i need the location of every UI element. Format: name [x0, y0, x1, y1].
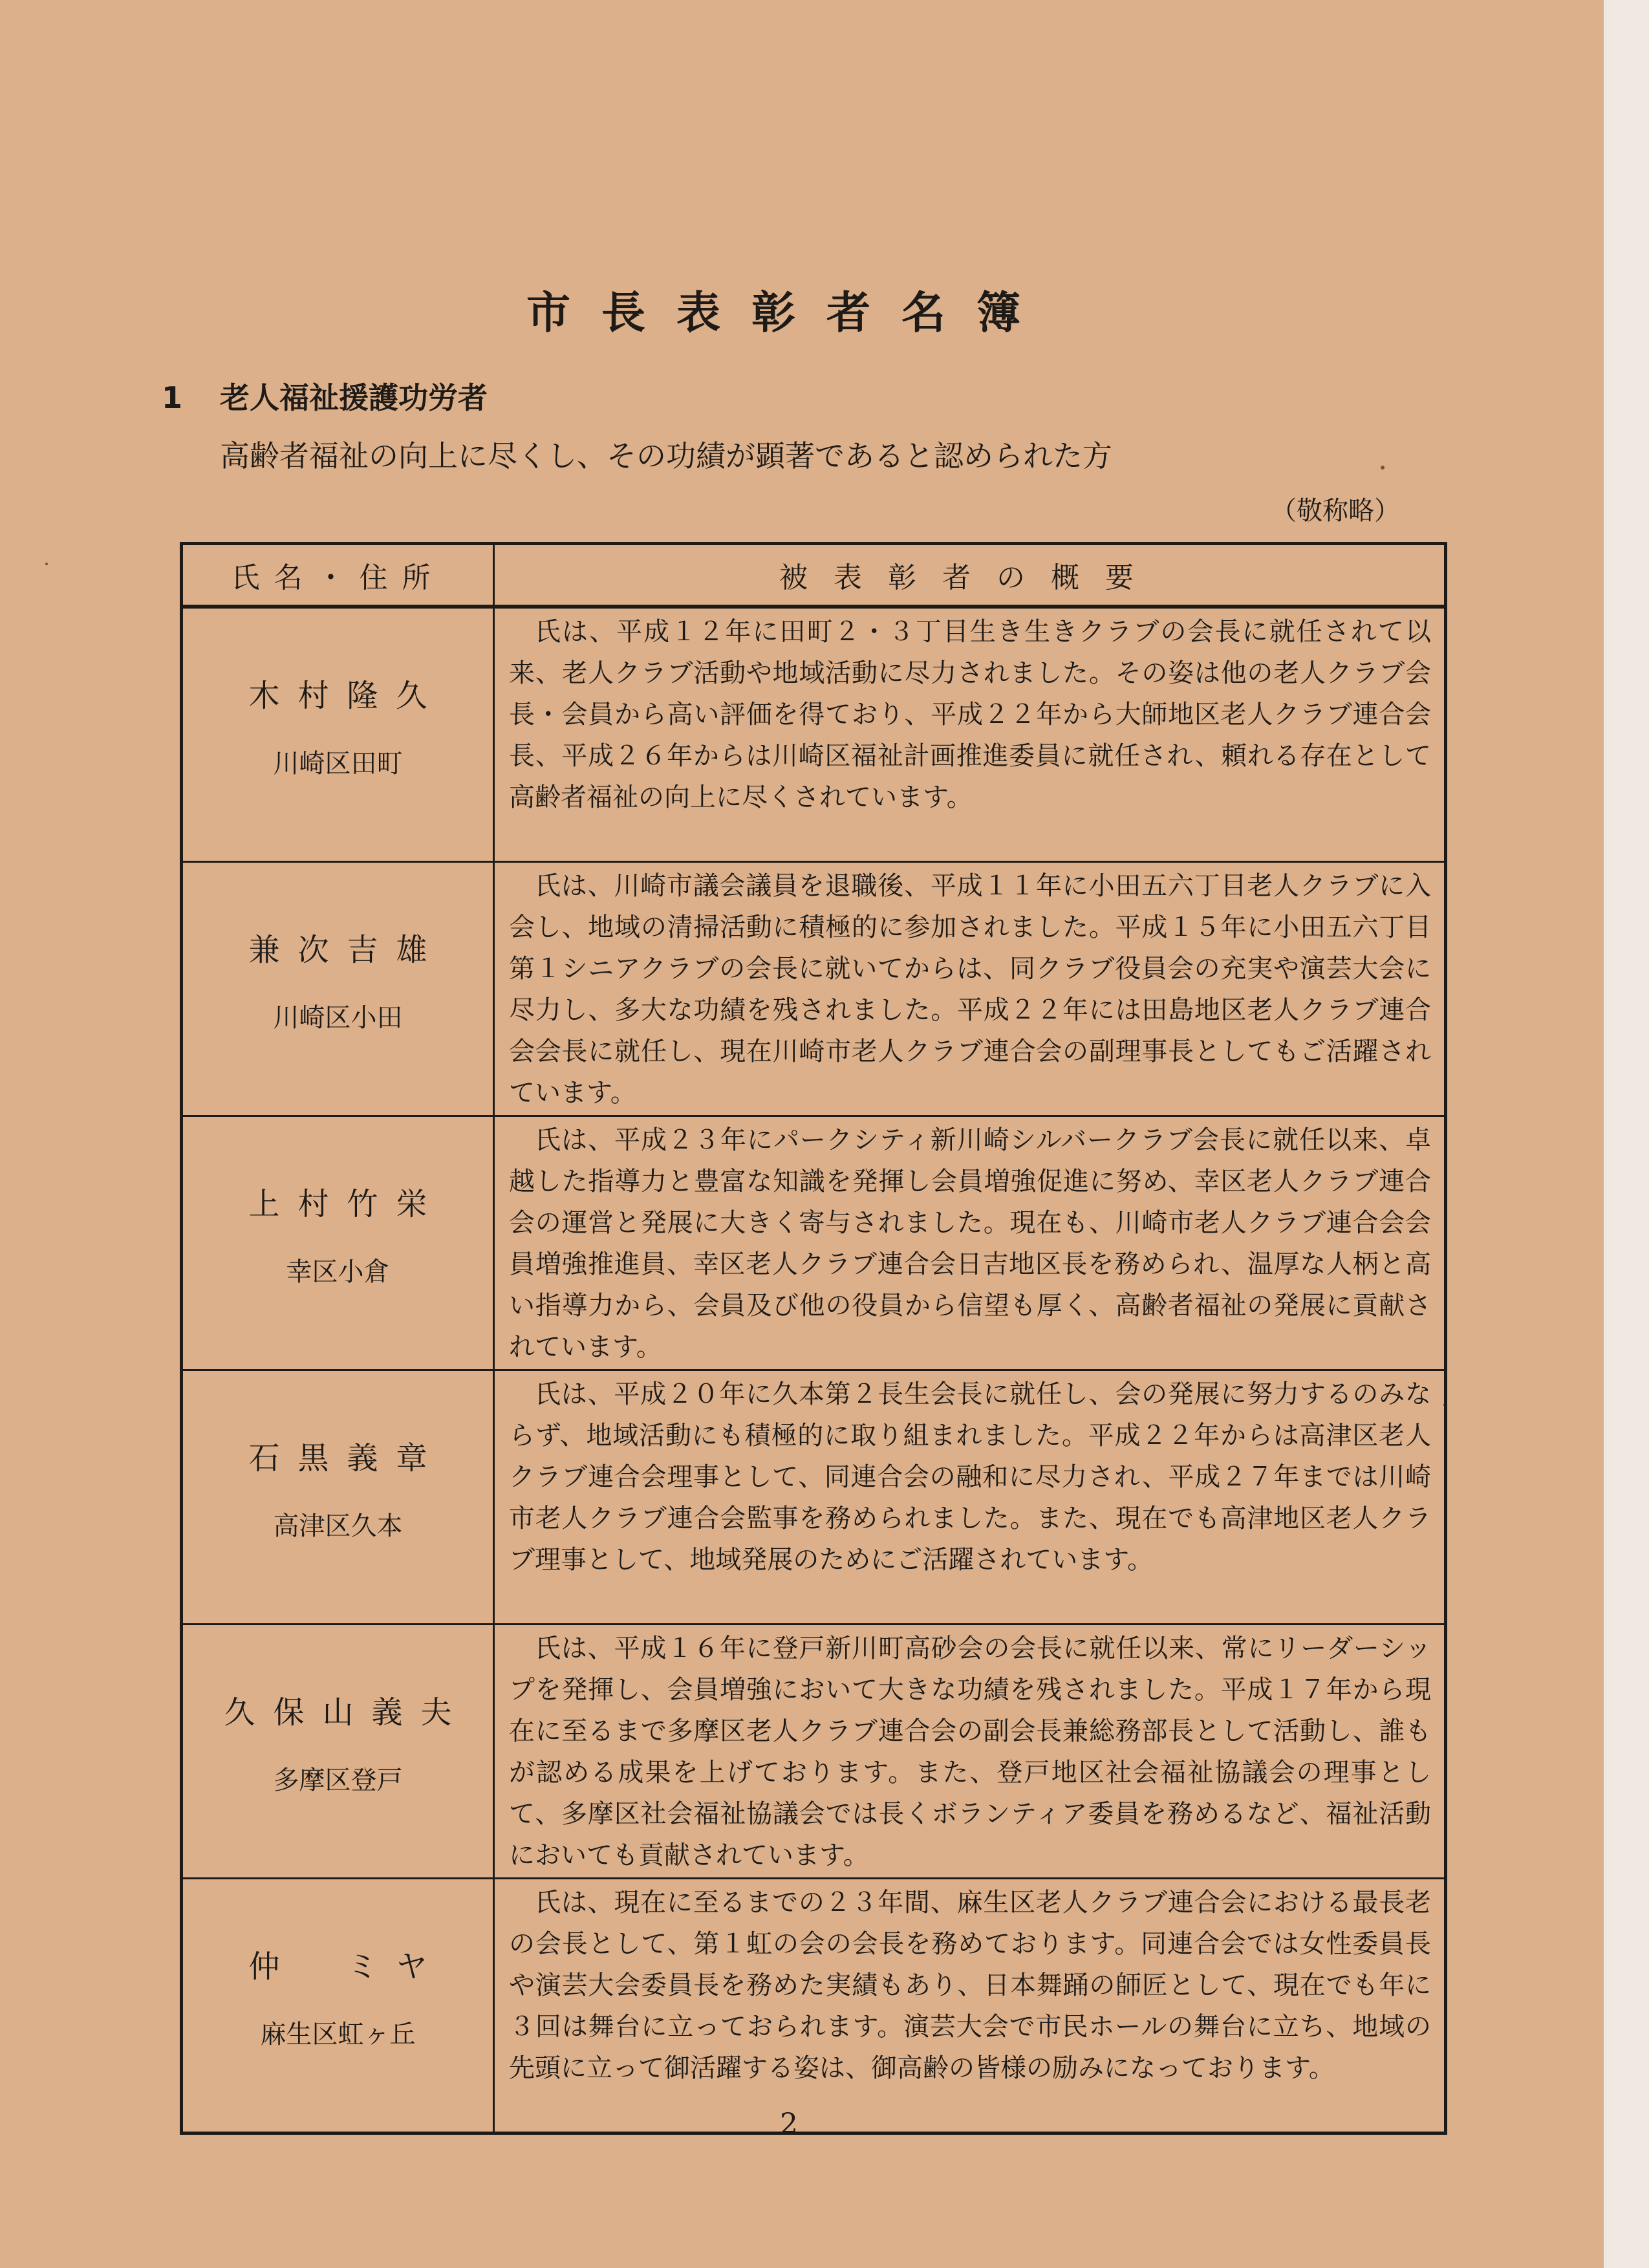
awardee-cell — [182, 1625, 494, 1879]
table-row — [182, 607, 1446, 862]
header-summary: 被表彰者の概要 — [494, 544, 1446, 607]
awardee-summary: 氏は、川崎市議会議員を退職後、平成１１年に小田五六丁目老人クラブに入会し、地域の清掃活動に積極的に参加されました。平成１５年に小田五六丁目第１シニアクラブの会長に就いてからは、同クラブ役員会の充実や演芸大会に尽力し、多大な功績を残されました。平成２２年には田島地区老人クラブ連合会会長に就任し、現在川崎市老人クラブ連合会の副理事長としてもご活躍されています。 — [494, 862, 1446, 1116]
awardee-summary: 氏は、現在に至るまでの２３年間、麻生区老人クラブ連合会における最長老の会長として、第１虹の会の会長を務めております。同連合会では女性委員長や演芸大会委員長を務めた実績もあり、日本舞踊の師匠として、現在でも年に３回は舞台に立っておられます。演芸大会で市民ホールの舞台に立ち、地域の先頭に立って御活躍する姿は、御高齢の皆様の励みになっております。 — [494, 1879, 1446, 2133]
awardee-cell — [182, 1116, 494, 1370]
awardee-address: 高津区久本 — [273, 1511, 403, 1541]
honorific-note: （敬称略） — [1271, 496, 1400, 526]
awardee-summary: 氏は、平成１６年に登戸新川町高砂会の会長に就任以来、常にリーダーシップを発揮し、会員増強において大きな功績を残されました。平成１７年から現在に至るまで多摩区老人クラブ連合会の副会長兼総務部長として活動し、誰もが認める成果を上げております。また、登戸地区社会福祉協議会の理事として、多摩区社会福祉協議会では長くボランティア委員を務めるなど、福祉活動においても貢献されています。 — [494, 1625, 1446, 1879]
awardee-cell — [182, 1370, 494, 1625]
table-row — [182, 862, 1446, 1116]
page-number: 2 — [780, 2108, 798, 2141]
scan-page-edge — [1604, 0, 1649, 2268]
table-header-row — [182, 544, 1446, 607]
awardee-table — [180, 542, 1447, 2135]
awardee-address: 川崎区小田 — [273, 1003, 403, 1033]
header-name-address: 氏名・住所 — [182, 544, 494, 607]
section-description: 高齢者福祉の向上に尽くし、その功績が顕著であると認められた方 — [220, 438, 1112, 473]
awardee-address: 多摩区登戸 — [273, 1766, 403, 1795]
scan-speck — [45, 563, 48, 565]
section-title: 老人福祉援護功労者 — [220, 380, 488, 415]
awardee-summary: 氏は、平成１２年に田町２・３丁目生き生きクラブの会長に就任されて以来、老人クラブ活動や地域活動に尽力されました。その姿は他の老人クラブ会長・会員から高い評価を得ており、平成２２年から大師地区老人クラブ連合会長、平成２６年からは川崎区福祉計画推進委員に就任され、頼れる存在として高齢者福祉の向上に尽くされています。 — [494, 607, 1446, 862]
table-row — [182, 1879, 1446, 2133]
table-row — [182, 1625, 1446, 1879]
table-row — [182, 1370, 1446, 1625]
page-title: 市長表彰者名簿 — [526, 288, 1051, 339]
awardee-name: 仲 ミヤ — [248, 1949, 446, 1985]
section-heading — [162, 378, 488, 417]
awardee-name: 木村隆久 — [248, 678, 446, 714]
awardee-cell — [182, 1879, 494, 2133]
awardee-name: 石黒義章 — [248, 1440, 446, 1476]
awardee-summary: 氏は、平成２３年にパークシティ新川崎シルバークラブ会長に就任以来、卓越した指導力と豊富な知識を発揮し会員増強促進に努め、幸区老人クラブ連合会の運営と発展に大きく寄与されました。現在も、川崎市老人クラブ連合会会員増強推進員、幸区老人クラブ連合会日吉地区長を務められ、温厚な人柄と高い指導力から、会員及び他の役員から信望も厚く、高齢者福祉の発展に貢献されています。 — [494, 1116, 1446, 1370]
awardee-address: 麻生区虹ヶ丘 — [260, 2020, 416, 2049]
table-row — [182, 1116, 1446, 1370]
section-number: 1 — [162, 380, 183, 415]
awardee-name: 兼次吉雄 — [248, 932, 446, 968]
awardee-cell — [182, 862, 494, 1116]
awardee-summary: 氏は、平成２０年に久本第２長生会長に就任し、会の発展に努力するのみならず、地域活動にも積極的に取り組まれました。平成２２年からは高津区老人クラブ連合会理事として、同連合会の融和に尽力され、平成２７年までは川崎市老人クラブ連合会監事を務められました。また、現在でも高津地区老人クラブ理事として、地域発展のためにご活躍されています。 — [494, 1370, 1446, 1625]
awardee-cell — [182, 607, 494, 862]
awardee-address: 川崎区田町 — [273, 749, 403, 779]
awardee-name: 上村竹栄 — [248, 1186, 446, 1222]
scan-speck — [1381, 466, 1385, 470]
awardee-address: 幸区小倉 — [286, 1257, 390, 1287]
awardee-name: 久保山義夫 — [224, 1694, 470, 1731]
